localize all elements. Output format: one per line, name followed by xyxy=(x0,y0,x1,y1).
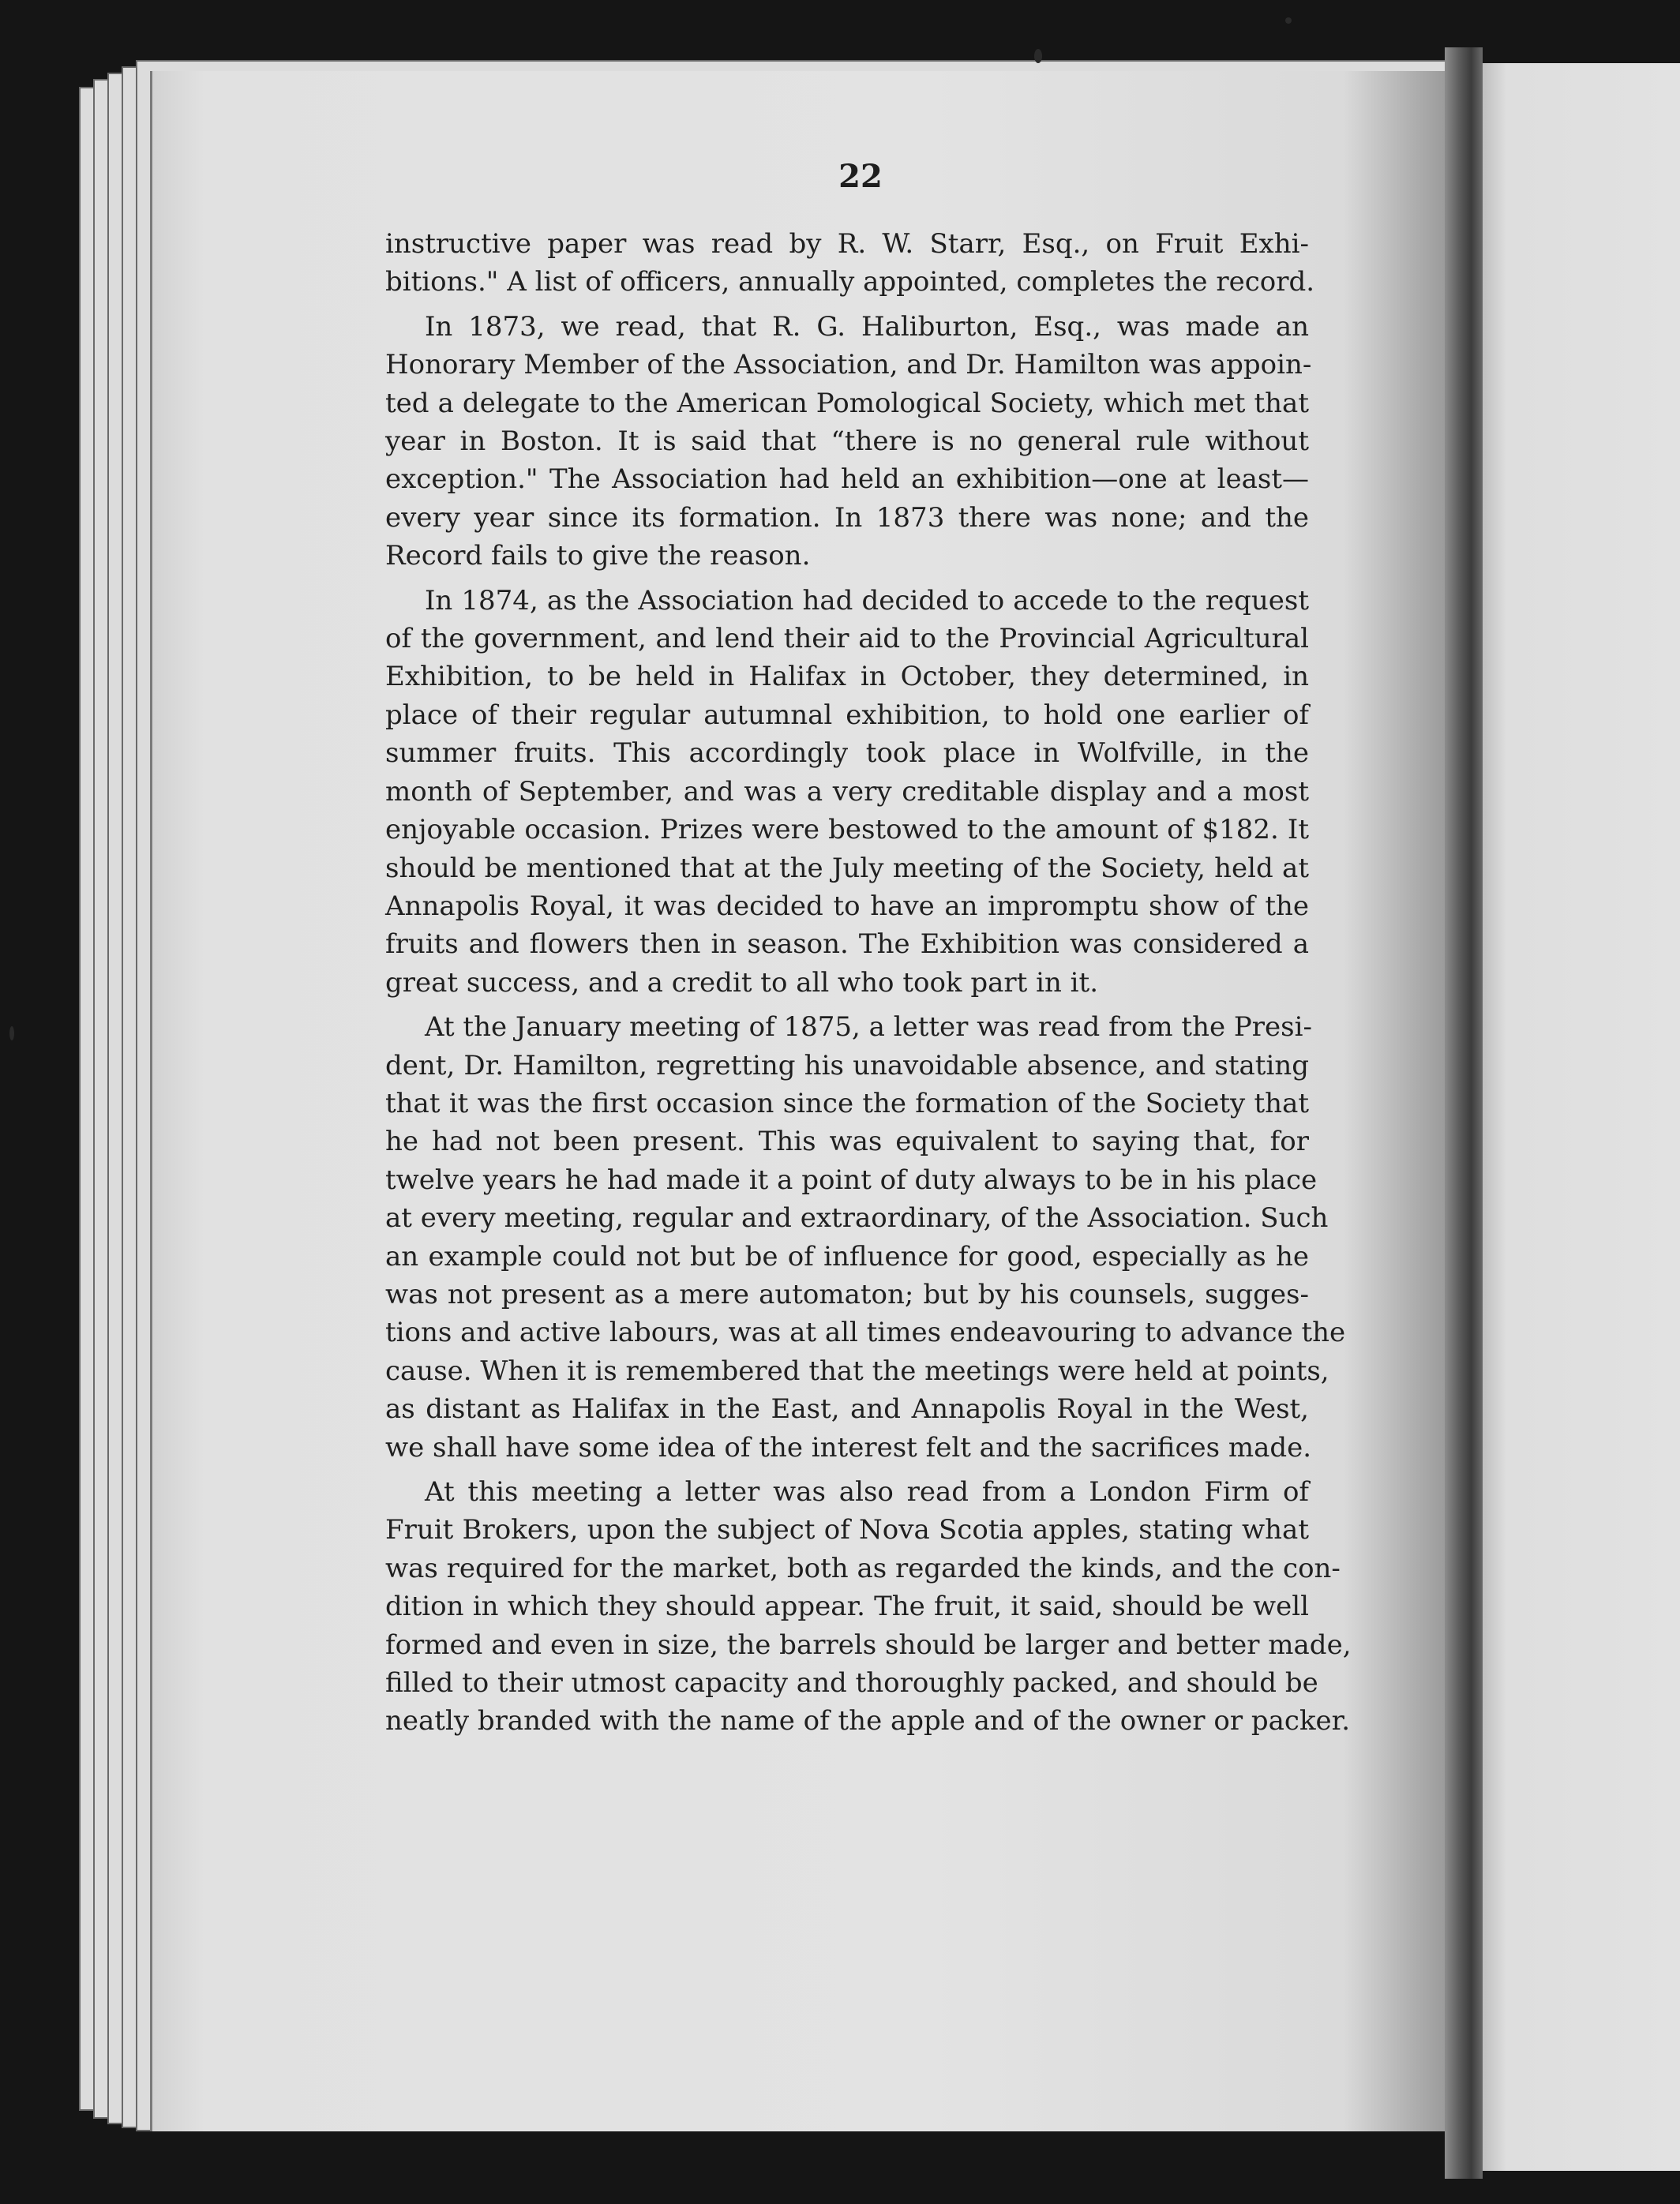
text-line: we shall have some idea of the interest felt and the sacrifices made. xyxy=(385,1431,1312,1464)
text-line: In 1873, we read, that R. G. Haliburton, Esq., was made an xyxy=(425,310,1309,343)
text-line: At the January meeting of 1875, a letter was read from the Presi- xyxy=(425,1011,1312,1044)
scan-speck xyxy=(9,1026,14,1040)
text-line: exception." The Association had held an exhibition—one at least— xyxy=(385,463,1309,496)
text-line: great success, and a credit to all who took part in it. xyxy=(385,966,1099,999)
text-line: fruits and flowers then in season. The Exhibition was considered a xyxy=(385,928,1309,961)
text-line: dent, Dr. Hamilton, regretting his unavoidable absence, and stating xyxy=(385,1049,1309,1081)
text-line: tions and active labours, was at all times endeavouring to advance the xyxy=(385,1317,1346,1349)
text-line: Annapolis Royal, it was decided to have an impromptu show of the xyxy=(385,890,1309,922)
paragraph xyxy=(385,308,1312,575)
text-line: twelve years he had made it a point of duty always to be in his place xyxy=(385,1164,1318,1196)
text-line: cause. When it is remembered that the meetings were held at points, xyxy=(385,1355,1329,1387)
text-line: as distant as Halifax in the East, and Annapolis Royal in the West, xyxy=(385,1393,1309,1426)
text-line: At this meeting a letter was also read from a London Firm of xyxy=(425,1476,1309,1508)
text-line: was not present as a mere automaton; but by his counsels, sugges- xyxy=(385,1278,1309,1310)
page-number: 22 xyxy=(838,158,883,195)
text-line: In 1874, as the Association had decided to accede to the request xyxy=(425,584,1309,617)
text-line: instructive paper was read by R. W. Starr, Esq., on Fruit Exhi- xyxy=(385,228,1309,260)
text-line: bitions." A list of officers, annually appointed, completes the record. xyxy=(385,266,1315,298)
text-line: filled to their utmost capacity and thoroughly packed, and should be xyxy=(385,1667,1318,1700)
scan-speck xyxy=(1034,49,1042,63)
paragraph xyxy=(385,1008,1346,1467)
text-line: Record fails to give the reason. xyxy=(385,540,811,572)
text-line: an example could not but be of influence for good, especially as he xyxy=(385,1240,1309,1273)
scan-speck xyxy=(1285,17,1292,24)
text-line: Honorary Member of the Association, and Dr. Hamilton was appoin- xyxy=(385,349,1312,381)
paragraph xyxy=(385,1473,1352,1741)
text-line: should be mentioned that at the July meeting of the Society, held at xyxy=(385,852,1309,884)
text-line: enjoyable occasion. Prizes were bestowed to the amount of $182. It xyxy=(385,814,1309,846)
text-line: neatly branded with the name of the apple and of the owner or packer. xyxy=(385,1705,1351,1737)
paragraph xyxy=(385,582,1309,1002)
right-page xyxy=(1483,63,1680,2171)
text-line: year in Boston. It is said that “there is no general rule without xyxy=(385,425,1309,458)
text-line: was required for the market, both as regarded the kinds, and the con- xyxy=(385,1552,1341,1584)
text-line: at every meeting, regular and extraordinary, of the Association. Such xyxy=(385,1202,1329,1235)
paragraph xyxy=(385,225,1315,302)
book-gutter xyxy=(1445,47,1483,2179)
text-line: month of September, and was a very creditable display and a most xyxy=(385,775,1309,808)
text-line: place of their regular autumnal exhibition, to hold one earlier of xyxy=(385,699,1309,731)
text-line: he had not been present. This was equivalent to saying that, for xyxy=(385,1126,1309,1158)
text-line: of the government, and lend their aid to the Provincial Agricultural xyxy=(385,623,1309,655)
text-line: ted a delegate to the American Pomological Society, which met that xyxy=(385,387,1309,419)
text-line: summer fruits. This accordingly took place in Wolfville, in the xyxy=(385,737,1309,770)
text-line: dition in which they should appear. The fruit, it said, should be well xyxy=(385,1591,1309,1623)
text-line: that it was the first occasion since the formation of the Society that xyxy=(385,1087,1309,1119)
page-body-text xyxy=(385,225,1352,1747)
text-line: every year since its formation. In 1873 there was none; and the xyxy=(385,501,1309,534)
text-line: formed and even in size, the barrels should be larger and better made, xyxy=(385,1629,1352,1661)
text-line: Exhibition, to be held in Halifax in October, they determined, in xyxy=(385,661,1309,693)
text-line: Fruit Brokers, upon the subject of Nova Scotia apples, stating what xyxy=(385,1514,1309,1546)
